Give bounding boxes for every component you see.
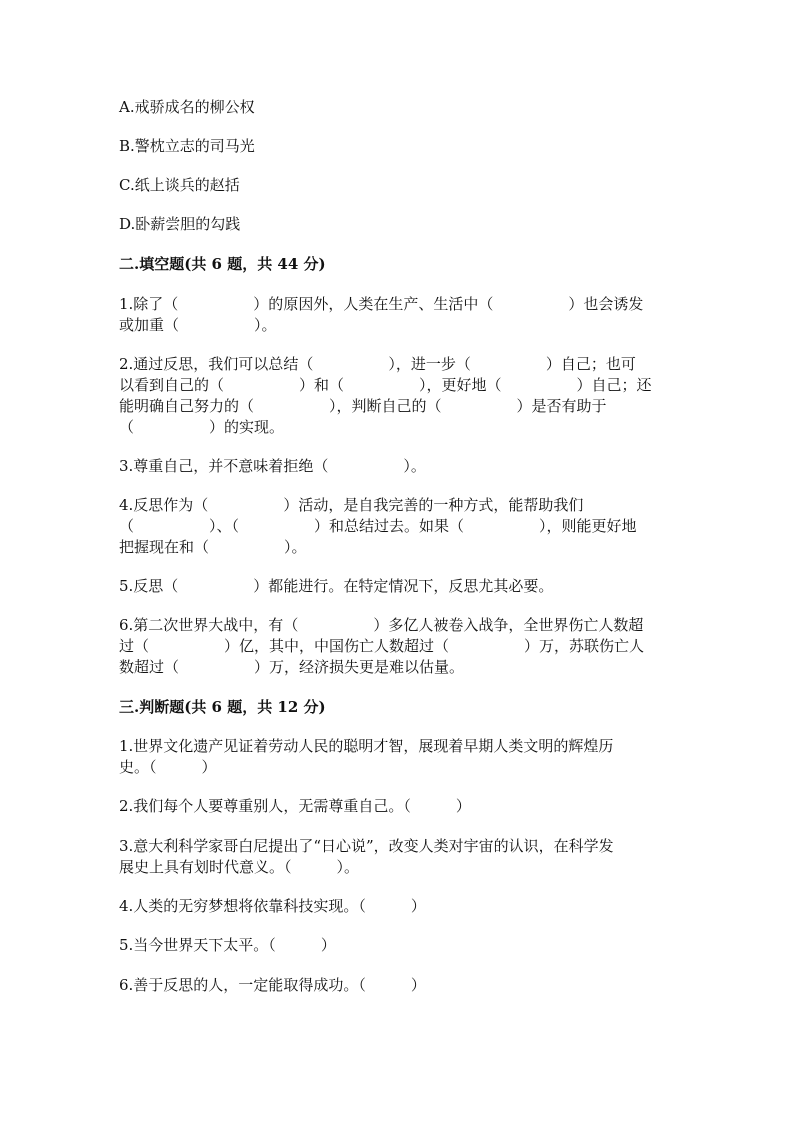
fill-question-4-line-2: （ ）、（ ）和总结过去。如果（ ），则能更好地 xyxy=(119,517,637,535)
judge-question-5: 5.当今世界天下太平。（ ） xyxy=(119,936,336,954)
judge-question-1-line-1: 1.世界文化遗产见证着劳动人民的聪明才智，展现着早期人类文明的辉煌历 xyxy=(119,737,614,755)
option-d: D.卧薪尝胆的勾践 xyxy=(119,215,241,233)
fill-question-1-line-1: 1.除了（ ）的原因外，人类在生产、生活中（ ）也会诱发 xyxy=(119,295,644,313)
fill-question-6-line-1: 6.第二次世界大战中，有（ ）多亿人被卷入战争，全世界伤亡人数超 xyxy=(119,616,644,634)
fill-question-1-line-2: 或加重（ ）。 xyxy=(119,316,277,334)
judge-question-6: 6.善于反思的人，一定能取得成功。（ ） xyxy=(119,976,426,994)
option-c: C.纸上谈兵的赵括 xyxy=(119,176,240,194)
judge-question-2: 2.我们每个人要尊重别人，无需尊重自己。（ ） xyxy=(119,797,471,815)
fill-question-4-line-3: 把握现在和（ ）。 xyxy=(119,538,307,556)
judge-question-4: 4.人类的无穷梦想将依靠科技实现。（ ） xyxy=(119,897,426,915)
fill-question-5: 5.反思（ ）都能进行。在特定情况下，反思尤其必要。 xyxy=(119,577,554,595)
fill-question-2-line-3: 能明确自己努力的（ ），判断自己的（ ）是否有助于 xyxy=(119,397,607,415)
judge-question-3-line-1: 3.意大利科学家哥白尼提出了“日心说”，改变人类对宇宙的认识，在科学发 xyxy=(119,837,614,855)
section-heading-fill-blank: 二.填空题(共 6 题，共 44 分) xyxy=(119,255,326,273)
fill-question-4-line-1: 4.反思作为（ ）活动，是自我完善的一种方式，能帮助我们 xyxy=(119,496,584,514)
judge-question-3-line-2: 展史上具有划时代意义。（ ）。 xyxy=(119,858,360,876)
fill-question-2-line-2: 以看到自己的（ ）和（ ），更好地（ ）自己；还 xyxy=(119,376,652,394)
fill-question-2-line-4: （ ）的实现。 xyxy=(119,418,285,436)
judge-question-1-line-2: 史。（ ） xyxy=(119,758,217,776)
option-a: A.戒骄成名的柳公权 xyxy=(119,98,255,116)
fill-question-6-line-3: 数超过（ ）万，经济损失更是难以估量。 xyxy=(119,658,465,676)
fill-question-3: 3.尊重自己，并不意味着拒绝（ ）。 xyxy=(119,457,426,475)
section-heading-true-false: 三.判断题(共 6 题，共 12 分) xyxy=(119,698,326,716)
fill-question-6-line-2: 过（ ）亿，其中，中国伤亡人数超过（ ）万，苏联伤亡人 xyxy=(119,637,645,655)
option-b: B.警枕立志的司马光 xyxy=(119,137,255,155)
fill-question-2-line-1: 2.通过反思，我们可以总结（ ），进一步（ ）自己；也可 xyxy=(119,355,636,373)
